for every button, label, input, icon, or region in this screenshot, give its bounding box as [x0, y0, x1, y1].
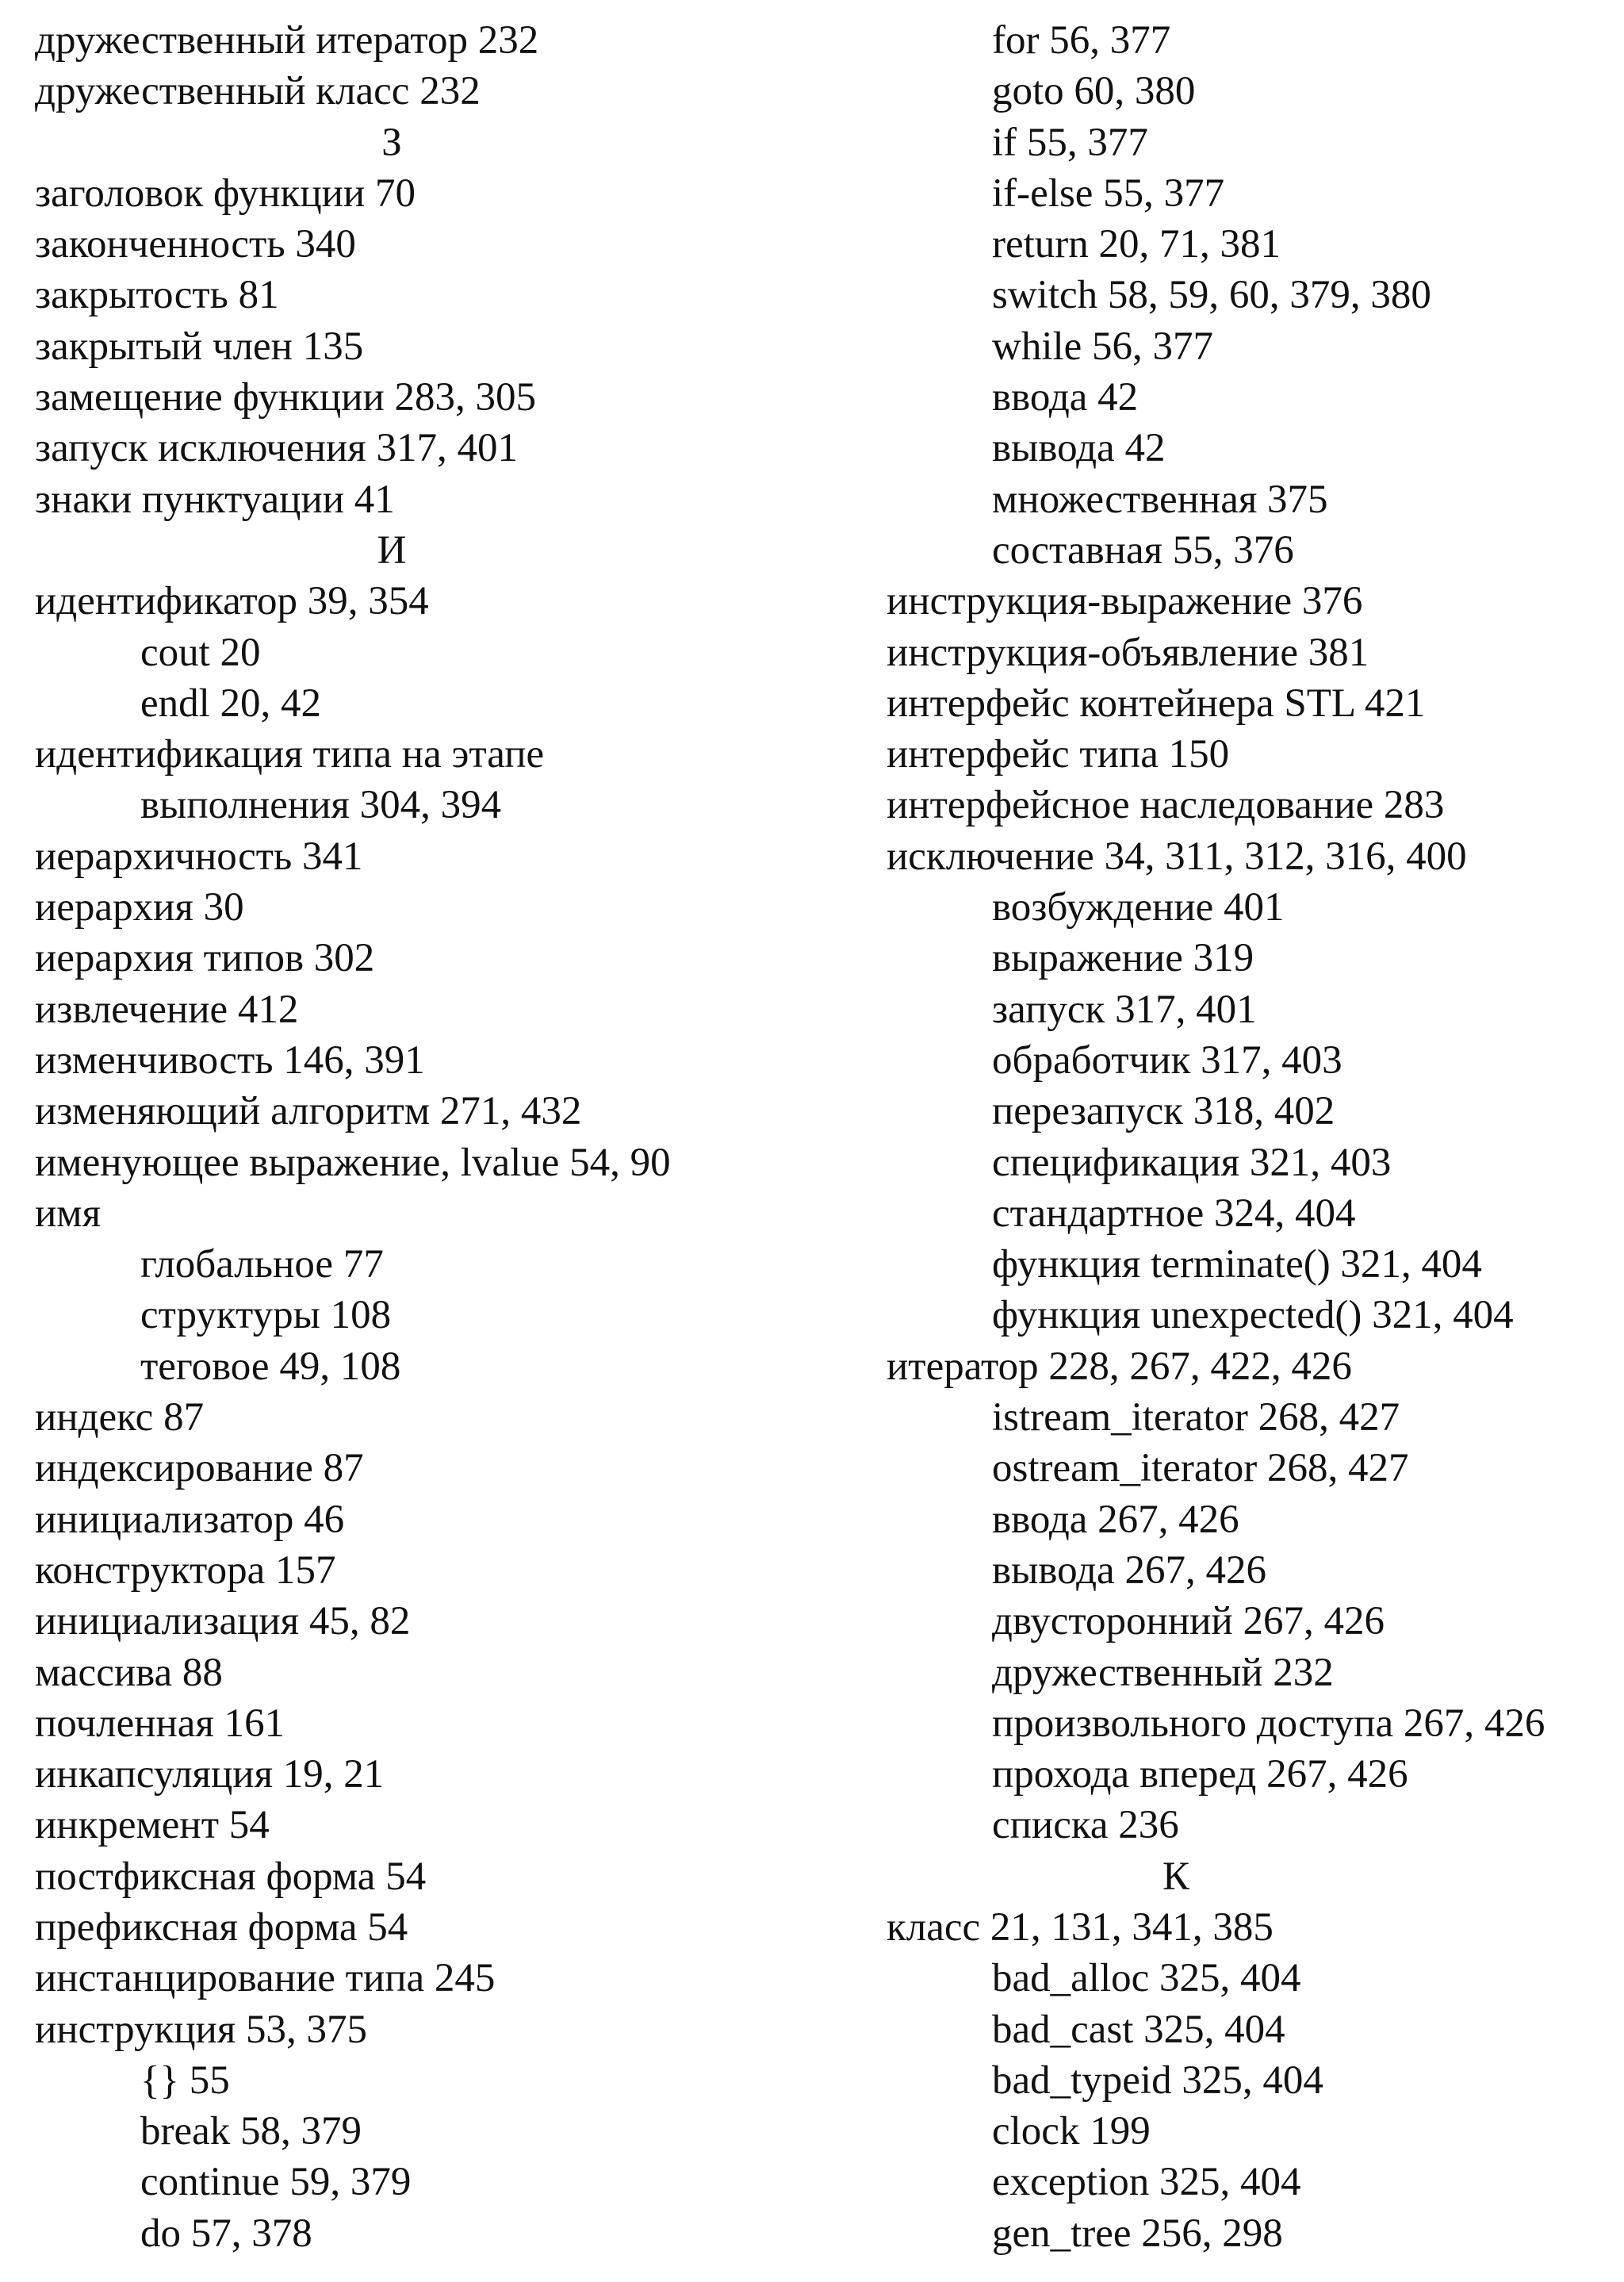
- index-entry: именующее выражение, lvalue 54, 90: [35, 1140, 671, 1185]
- index-subentry: goto 60, 380: [992, 69, 1196, 114]
- index-entry: идентификатор 39, 354: [35, 579, 429, 624]
- index-subentry: do 57, 378: [140, 2211, 312, 2256]
- index-subentry: стандартное 324, 404: [992, 1191, 1356, 1236]
- letter-heading: З: [381, 120, 402, 165]
- index-entry: иерархичность 341: [35, 834, 363, 879]
- index-entry: итератор 228, 267, 422, 426: [887, 1344, 1352, 1389]
- index-entry: интерфейс типа 150: [887, 732, 1230, 777]
- index-entry: исключение 34, 311, 312, 316, 400: [887, 834, 1467, 879]
- index-entry: инициализация 45, 82: [35, 1599, 411, 1644]
- index-subentry: списка 236: [992, 1803, 1179, 1848]
- index-subentry: bad_cast 325, 404: [992, 2007, 1285, 2052]
- index-entry: интерфейсное наследование 283: [887, 783, 1445, 828]
- index-entry: законченность 340: [35, 222, 356, 267]
- index-entry: дружественный класс 232: [35, 69, 481, 114]
- index-subentry: istream_iterator 268, 427: [992, 1395, 1400, 1440]
- index-entry: инкремент 54: [35, 1803, 270, 1848]
- index-entry: иерархия 30: [35, 885, 244, 930]
- index-entry: класс 21, 131, 341, 385: [887, 1904, 1274, 1950]
- index-entry: закрытый член 135: [35, 324, 364, 369]
- index-column-left: [35, 15, 828, 2259]
- index-subentry: if 55, 377: [992, 120, 1148, 165]
- index-subentry: структуры 108: [140, 1293, 392, 1338]
- index-subentry: while 56, 377: [992, 324, 1214, 369]
- index-entry: изменяющий алгоритм 271, 432: [35, 1089, 582, 1134]
- index-subentry: exception 325, 404: [992, 2160, 1301, 2205]
- index-subentry: switch 58, 59, 60, 379, 380: [992, 273, 1431, 318]
- index-entry: массива 88: [35, 1650, 223, 1695]
- letter-heading: И: [377, 527, 407, 573]
- index-entry: заголовок функции 70: [35, 171, 416, 216]
- index-subentry: cout 20: [140, 630, 261, 675]
- index-entry: идентификация типа на этапе: [35, 732, 545, 777]
- letter-heading: К: [1162, 1854, 1190, 1899]
- index-subentry: перезапуск 318, 402: [992, 1089, 1335, 1134]
- index-subentry: произвольного доступа 267, 426: [992, 1701, 1545, 1746]
- index-subentry: множественная 375: [992, 477, 1328, 522]
- index-subentry: функция unexpected() 321, 404: [992, 1293, 1514, 1338]
- index-entry: индексирование 87: [35, 1446, 364, 1491]
- index-entry: инструкция-выражение 376: [887, 579, 1363, 624]
- index-subentry: ввода 267, 426: [992, 1497, 1239, 1542]
- index-subentry: {} 55: [140, 2058, 230, 2103]
- index-subentry: вывода 267, 426: [992, 1548, 1266, 1593]
- index-entry: дружественный итератор 232: [35, 18, 539, 63]
- index-subentry: return 20, 71, 381: [992, 222, 1281, 267]
- index-subentry: составная 55, 376: [992, 527, 1294, 573]
- index-entry: имя: [35, 1191, 102, 1236]
- index-subentry: двусторонний 267, 426: [992, 1599, 1385, 1644]
- index-entry: изменчивость 146, 391: [35, 1037, 425, 1083]
- index-entry: закрытость 81: [35, 273, 279, 318]
- index-subentry: глобальное 77: [140, 1242, 384, 1287]
- index-subentry: возбуждение 401: [992, 885, 1285, 930]
- index-subentry: bad_alloc 325, 404: [992, 1956, 1301, 2001]
- index-entry: конструктора 157: [35, 1548, 336, 1593]
- index-subentry: continue 59, 379: [140, 2160, 412, 2205]
- index-entry: почленная 161: [35, 1701, 285, 1746]
- index-entry: инструкция-объявление 381: [887, 630, 1369, 675]
- index-entry: постфиксная форма 54: [35, 1854, 427, 1899]
- index-subentry: endl 20, 42: [140, 681, 322, 726]
- index-subentry: вывода 42: [992, 426, 1166, 471]
- index-subentry: if-else 55, 377: [992, 171, 1225, 216]
- index-subentry: спецификация 321, 403: [992, 1140, 1392, 1185]
- index-subentry: дружественный 232: [992, 1650, 1334, 1695]
- index-entry: индекс 87: [35, 1395, 205, 1440]
- index-subentry: теговое 49, 108: [140, 1344, 401, 1389]
- index-subentry: for 56, 377: [992, 18, 1171, 63]
- index-subentry: ostream_iterator 268, 427: [992, 1446, 1409, 1491]
- index-entry: инстанцирование типа 245: [35, 1956, 496, 2001]
- index-subentry: прохода вперед 267, 426: [992, 1752, 1408, 1797]
- index-entry: префиксная форма 54: [35, 1904, 408, 1950]
- index-subentry: bad_typeid 325, 404: [992, 2058, 1323, 2103]
- index-subentry: clock 199: [992, 2109, 1151, 2154]
- index-subentry: gen_tree 256, 298: [992, 2211, 1283, 2256]
- index-subentry: ввода 42: [992, 375, 1139, 420]
- index-entry: замещение функции 283, 305: [35, 375, 537, 420]
- index-subentry: запуск 317, 401: [992, 987, 1257, 1032]
- index-column-right: [887, 15, 1616, 2259]
- index-entry: инструкция 53, 375: [35, 2007, 368, 2052]
- index-subentry: break 58, 379: [140, 2109, 362, 2154]
- index-entry: запуск исключения 317, 401: [35, 426, 518, 471]
- index-entry: иерархия типов 302: [35, 936, 375, 981]
- index-subentry: выражение 319: [992, 936, 1254, 981]
- index-entry: инкапсуляция 19, 21: [35, 1752, 385, 1797]
- index-entry: интерфейс контейнера STL 421: [887, 681, 1426, 726]
- index-subentry: выполнения 304, 394: [140, 783, 502, 828]
- index-subentry: обработчик 317, 403: [992, 1037, 1342, 1083]
- index-entry: извлечение 412: [35, 987, 299, 1032]
- index-entry: знаки пунктуации 41: [35, 477, 395, 522]
- index-subentry: функция terminate() 321, 404: [992, 1242, 1482, 1287]
- index-entry: инициализатор 46: [35, 1497, 345, 1542]
